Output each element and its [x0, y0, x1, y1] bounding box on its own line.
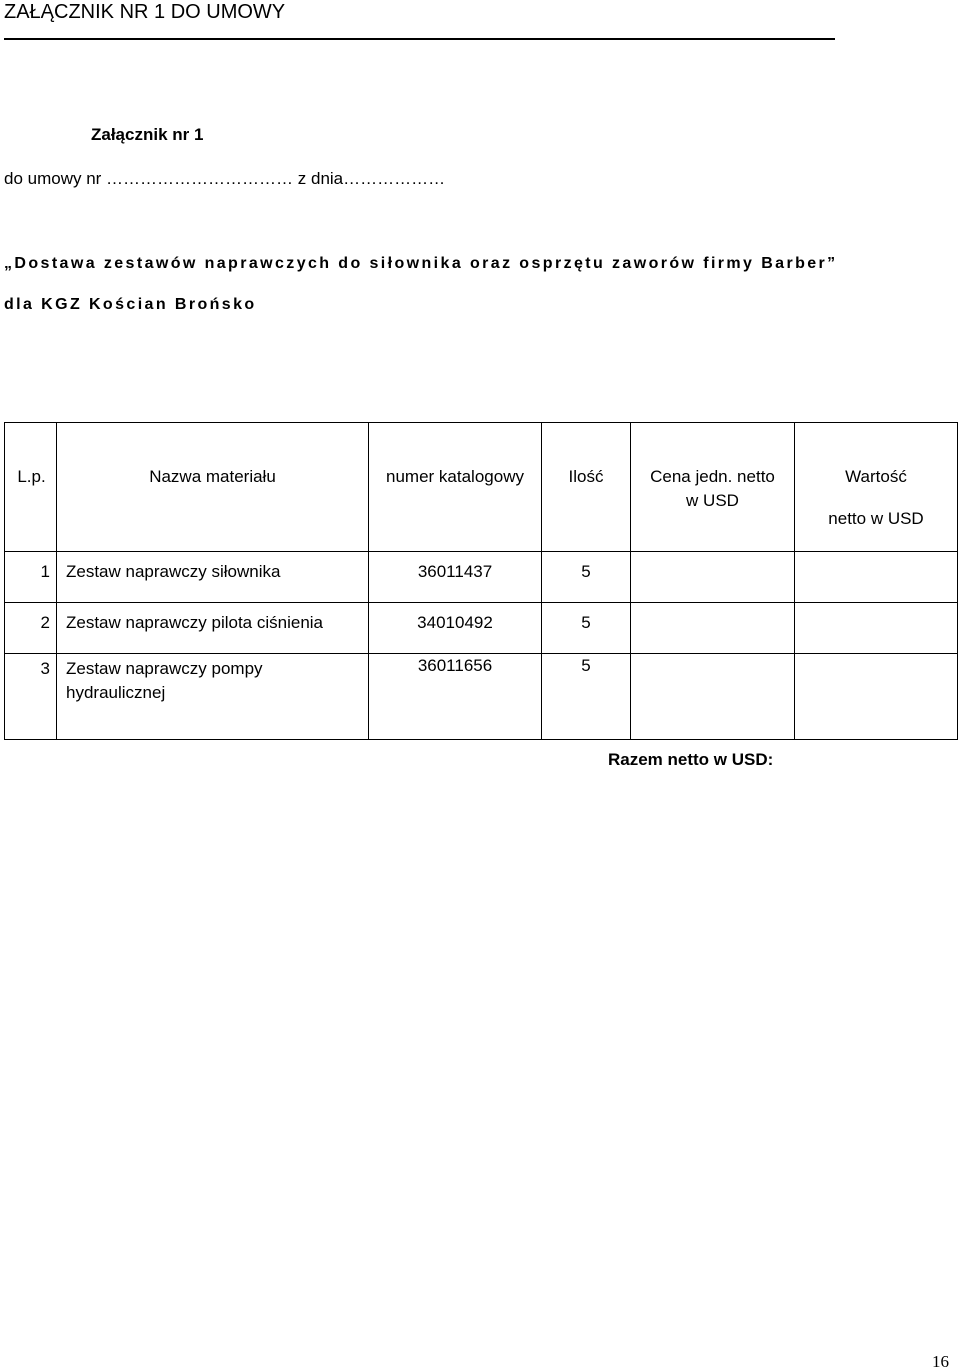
- cell-name: Zestaw naprawczy siłownika: [57, 552, 369, 603]
- cell-catalog: 36011437: [369, 552, 542, 603]
- materials-table: [4, 422, 958, 740]
- cell-lp: 1: [5, 552, 57, 603]
- subject-line-2: dla KGZ Kościan Brońsko: [4, 296, 257, 313]
- header-value: Wartość netto w USD: [795, 423, 958, 552]
- header-divider: [4, 38, 835, 40]
- header-unit-price: Cena jedn. netto w USD: [631, 423, 795, 552]
- cell-qty: 5: [542, 654, 631, 740]
- table-row: [5, 603, 958, 654]
- cell-unit-price: [631, 654, 795, 740]
- page-number: 16: [932, 1352, 949, 1371]
- header-qty: Ilość: [542, 423, 631, 552]
- cell-qty: 5: [542, 552, 631, 603]
- cell-name: Zestaw naprawczy pompy hydraulicznej: [57, 654, 369, 740]
- cell-catalog: 36011656: [369, 654, 542, 740]
- table-header-row: [5, 423, 958, 552]
- cell-lp: 3: [5, 654, 57, 740]
- subject-line-1: „Dostawa zestawów naprawczych do siłownika oraz osprzętu zaworów firmy Barber”: [4, 255, 838, 272]
- cell-lp: 2: [5, 603, 57, 654]
- cell-unit-price: [631, 603, 795, 654]
- table-row: [5, 654, 958, 740]
- cell-name: Zestaw naprawczy pilota ciśnienia: [57, 603, 369, 654]
- contract-reference-line: do umowy nr …………………………… z dnia………………: [4, 169, 446, 188]
- table-row: [5, 552, 958, 603]
- header-catalog: numer katalogowy: [369, 423, 542, 552]
- cell-catalog: 34010492: [369, 603, 542, 654]
- cell-qty: 5: [542, 603, 631, 654]
- header-name: Nazwa materiału: [57, 423, 369, 552]
- cell-value: [795, 654, 958, 740]
- cell-value: [795, 603, 958, 654]
- header-lp: L.p.: [5, 423, 57, 552]
- total-net-label: Razem netto w USD:: [608, 750, 774, 769]
- annex-label: Załącznik nr 1: [91, 125, 204, 144]
- cell-unit-price: [631, 552, 795, 603]
- cell-value: [795, 552, 958, 603]
- page-title: ZAŁĄCZNIK NR 1 DO UMOWY: [4, 1, 286, 23]
